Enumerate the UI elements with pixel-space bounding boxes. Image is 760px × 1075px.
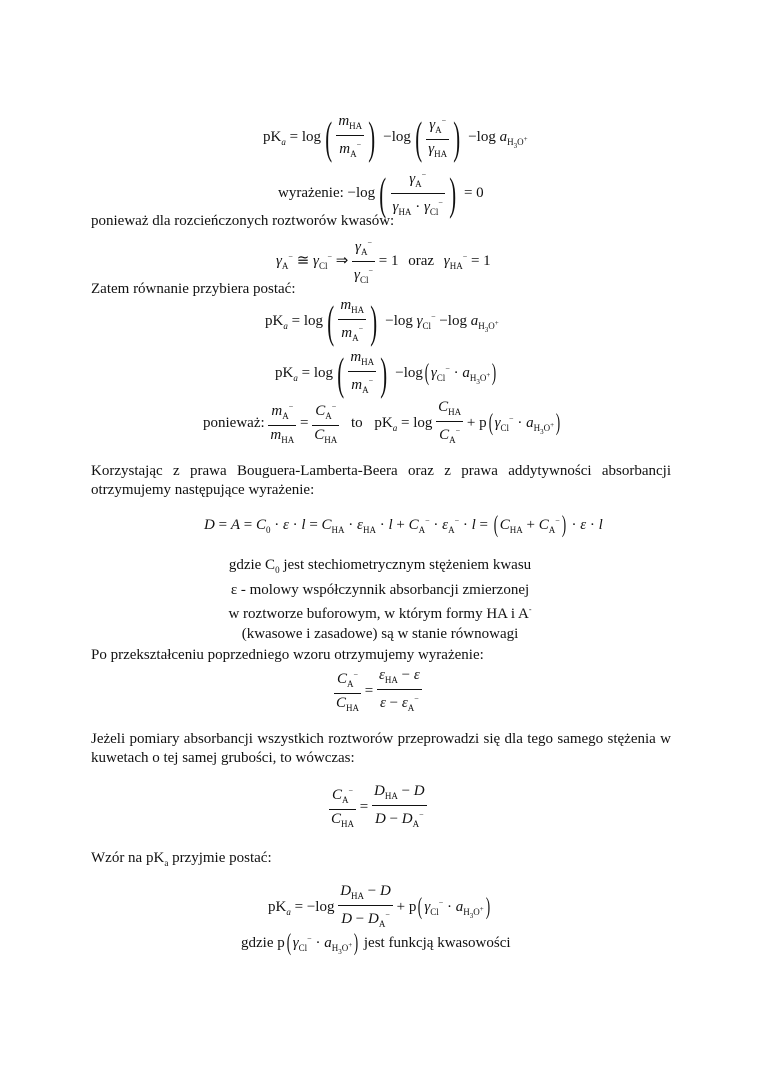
text-formula: Wzór na $pK_a$ przyjmie postać:: [91, 850, 272, 868]
equation-gamma-approx: $\gamma_A^-$ ≅ $\gamma_{Cl}^-$ ⇒ $\frac{\gamma_A^-}{\gamma_{Cl}^-}$ = 1 oraz $\gamma_{HA}^- = 1$: [276, 234, 491, 289]
where-line-2: ε - molowy współczynnik absorbancji zmierzonej: [230, 582, 530, 598]
where-line-4: (kwasowe i zasadowe) są w stanie równowagi: [241, 626, 519, 642]
where-line-3: w roztworze buforowym, w którym formy HA i A-: [228, 605, 532, 622]
equation-ratio-d: $\frac{C_A^-}{C_{HA}}$ = $\frac{D_{HA} - D}{D - D_A^-}$: [331, 783, 425, 829]
text-thus: Zatem równanie przybiera postać:: [91, 281, 296, 297]
paragraph-measure: Jeżeli pomiary absorbancji wszystkich roztworów przeprowadzi się dla tego samego stężenia w kuwetach o tej samej grubości, to wówczas:: [91, 731, 671, 766]
equation-because: ponieważ: $\frac{m_A^-}{m_{HA}}$ = $\frac{C_A^-}{C_{HA}}$ to $pK_a = \log$ $\frac{C_{HA}}{C_A^-}$ + p( $\gamma_{Cl}^- \cdot a_{H_3O^+}$): [203, 399, 561, 445]
equation-final: $pK_a = -\log$ $\frac{D_{HA} - D}{D - D_A^-}$ + p( $\gamma_{Cl}^- \cdot a_{H_3O^+}$): [268, 883, 490, 929]
equation-absorbance: $D = A = C_0 \cdot \varepsilon \cdot l = C_{HA} \cdot \varepsilon_{HA} \cdot l + C_A^- \cdot \varepsilon_A^- \cdot l$ = ( $C_{HA} + C_A^-) \cdot \varepsilon \cdot l$: [204, 512, 603, 538]
final-where-line: gdzie p( $\gamma_{Cl}^- \cdot a_{H_3O^+}$) jest funkcją kwasowości: [241, 930, 511, 956]
text-transform: Po przekształceniu poprzedniego wzoru otrzymujemy wyrażenie:: [91, 647, 484, 663]
where-line-1: gdzie $C_0$ jest stechiometrycznym stężeniem kwasu: [228, 557, 532, 575]
equation-expression: wyrażenie: −log( $\frac{\gamma_A^-}{\gamma_{HA} \cdot \gamma_{Cl}^-}$ ) = 0: [278, 167, 484, 219]
equation-pka-3: $pK_a = \log$( $\frac{m_{HA}}{m_A^-}$ ) −log( $\gamma_{Cl}^- \cdot a_{H_3O^+}$): [275, 347, 497, 399]
equation-pka-1: $pK_a = \log$( $\frac{m_{HA}}{m_A^-}$ ) −log( $\frac{\gamma_A^-}{\gamma_{HA}}$ ) −log $a_{H_3O^+}$: [263, 111, 528, 163]
equation-ratio-eps: $\frac{C_A^-}{C_{HA}}$ = $\frac{\varepsilon_{HA} - \varepsilon}{\varepsilon - \varepsilon_A^-}$: [336, 667, 420, 713]
where-block: [180, 555, 580, 644]
text-because: ponieważ dla rozcieńczonych roztworów kwasów:: [91, 213, 395, 229]
paragraph-blb: Korzystając z prawa Bouguera-Lamberta-Beera oraz z prawa addytywności absorbancji otrzymujemy następujące wyrażenie:: [91, 463, 671, 498]
equation-pka-2: $pK_a = \log$( $\frac{m_{HA}}{m_A^-}$ ) −log $\gamma_{Cl}^- -\log$ $a_{H_3O^+}$: [265, 295, 499, 347]
expression-label: wyrażenie:: [278, 184, 344, 201]
because-label: ponieważ:: [203, 414, 265, 431]
